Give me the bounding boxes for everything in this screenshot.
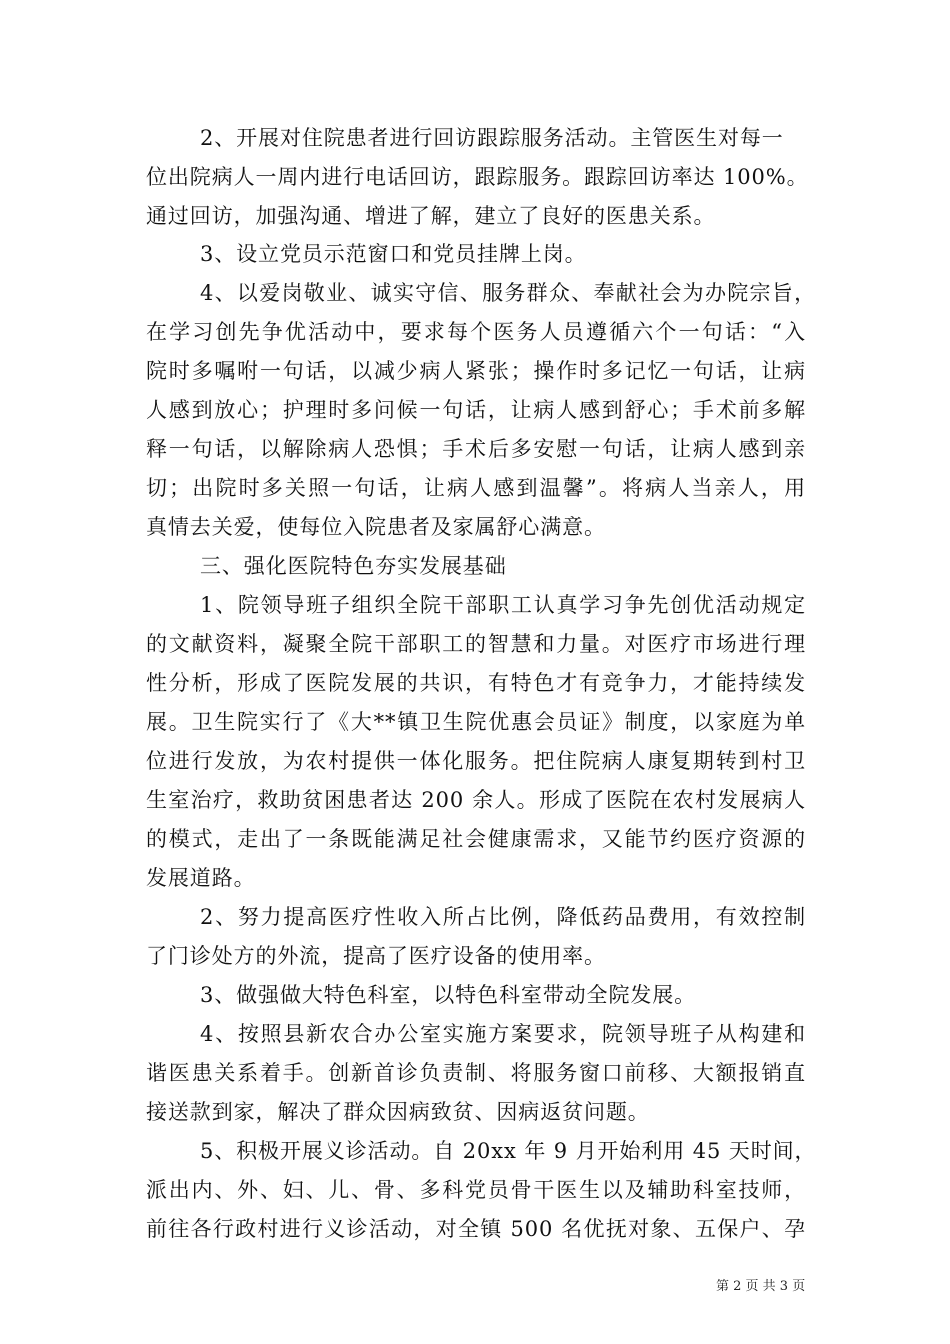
paragraph-line: 2、开展对住院患者进行回访跟踪服务活动。主管医生对每一 (200, 126, 784, 150)
paragraph-line: 派出内、外、妇、儿、骨、多科党员骨干医生以及辅助科室技师， (146, 1178, 806, 1202)
paragraph-line: 4、按照县新农合办公室实施方案要求，院领导班子从构建和 (200, 1022, 806, 1046)
paragraph-line: 真情去关爱，使每位入院患者及家属舒心满意。 (146, 515, 606, 539)
paragraph-line: 生室治疗，救助贫困患者达 200 余人。形成了医院在农村发展病人 (146, 788, 806, 812)
paragraph-line: 2、努力提高医疗性收入所占比例，降低药品费用，有效控制 (200, 905, 806, 929)
paragraph-line: 谐医患关系着手。创新首诊负责制、将服务窗口前移、大额报销直 (146, 1061, 806, 1085)
paragraph-line: 3、设立党员示范窗口和党员挂牌上岗。 (200, 242, 587, 266)
paragraph-line: 在学习创先争优活动中，要求每个医务人员遵循六个一句话：“入 (146, 320, 806, 344)
page-number-footer: 第 2 页 共 3 页 (716, 1279, 806, 1294)
paragraph-line: 5、积极开展义诊活动。自 20xx 年 9 月开始利用 45 天时间， (200, 1139, 817, 1163)
paragraph-line: 了门诊处方的外流，提高了医疗设备的使用率。 (146, 944, 606, 968)
paragraph-line: 位进行发放，为农村提供一体化服务。把住院病人康复期转到村卫 (146, 749, 806, 773)
paragraph-line: 位出院病人一周内进行电话回访，跟踪服务。跟踪回访率达 100%。 (146, 165, 809, 189)
paragraph-line: 的文献资料，凝聚全院干部职工的智慧和力量。对医疗市场进行理 (146, 632, 806, 656)
paragraph-line: 的模式，走出了一条既能满足社会健康需求，又能节约医疗资源的 (146, 827, 806, 851)
paragraph-line: 发展道路。 (146, 866, 256, 890)
paragraph-line: 前往各行政村进行义诊活动，对全镇 500 名优抚对象、五保户、孕 (146, 1217, 806, 1241)
paragraph-line: 展。卫生院实行了《大**镇卫生院优惠会员证》制度，以家庭为单 (146, 710, 806, 734)
section-heading: 三、强化医院特色夯实发展基础 (200, 554, 507, 578)
paragraph-line: 通过回访，加强沟通、增进了解，建立了良好的医患关系。 (146, 204, 716, 228)
paragraph-line: 接送款到家，解决了群众因病致贫、因病返贫问题。 (146, 1100, 650, 1124)
paragraph-line: 切；出院时多关照一句话，让病人感到温馨”。将病人当亲人，用 (146, 476, 806, 500)
paragraph-line: 1、院领导班子组织全院干部职工认真学习争先创优活动规定 (200, 593, 806, 617)
paragraph-line: 4、以爱岗敬业、诚实守信、服务群众、奉献社会为办院宗旨， (200, 281, 816, 305)
paragraph-line: 人感到放心；护理时多问候一句话，让病人感到舒心；手术前多解 (146, 398, 806, 422)
paragraph-line: 释一句话，以解除病人恐惧；手术后多安慰一句话，让病人感到亲 (146, 437, 806, 461)
paragraph-line: 院时多嘱咐一句话，以减少病人紧张；操作时多记忆一句话，让病 (146, 359, 806, 383)
paragraph-line: 性分析，形成了医院发展的共识，有特色才有竞争力，才能持续发 (146, 671, 806, 695)
paragraph-line: 3、做强做大特色科室，以特色科室带动全院发展。 (200, 983, 697, 1007)
